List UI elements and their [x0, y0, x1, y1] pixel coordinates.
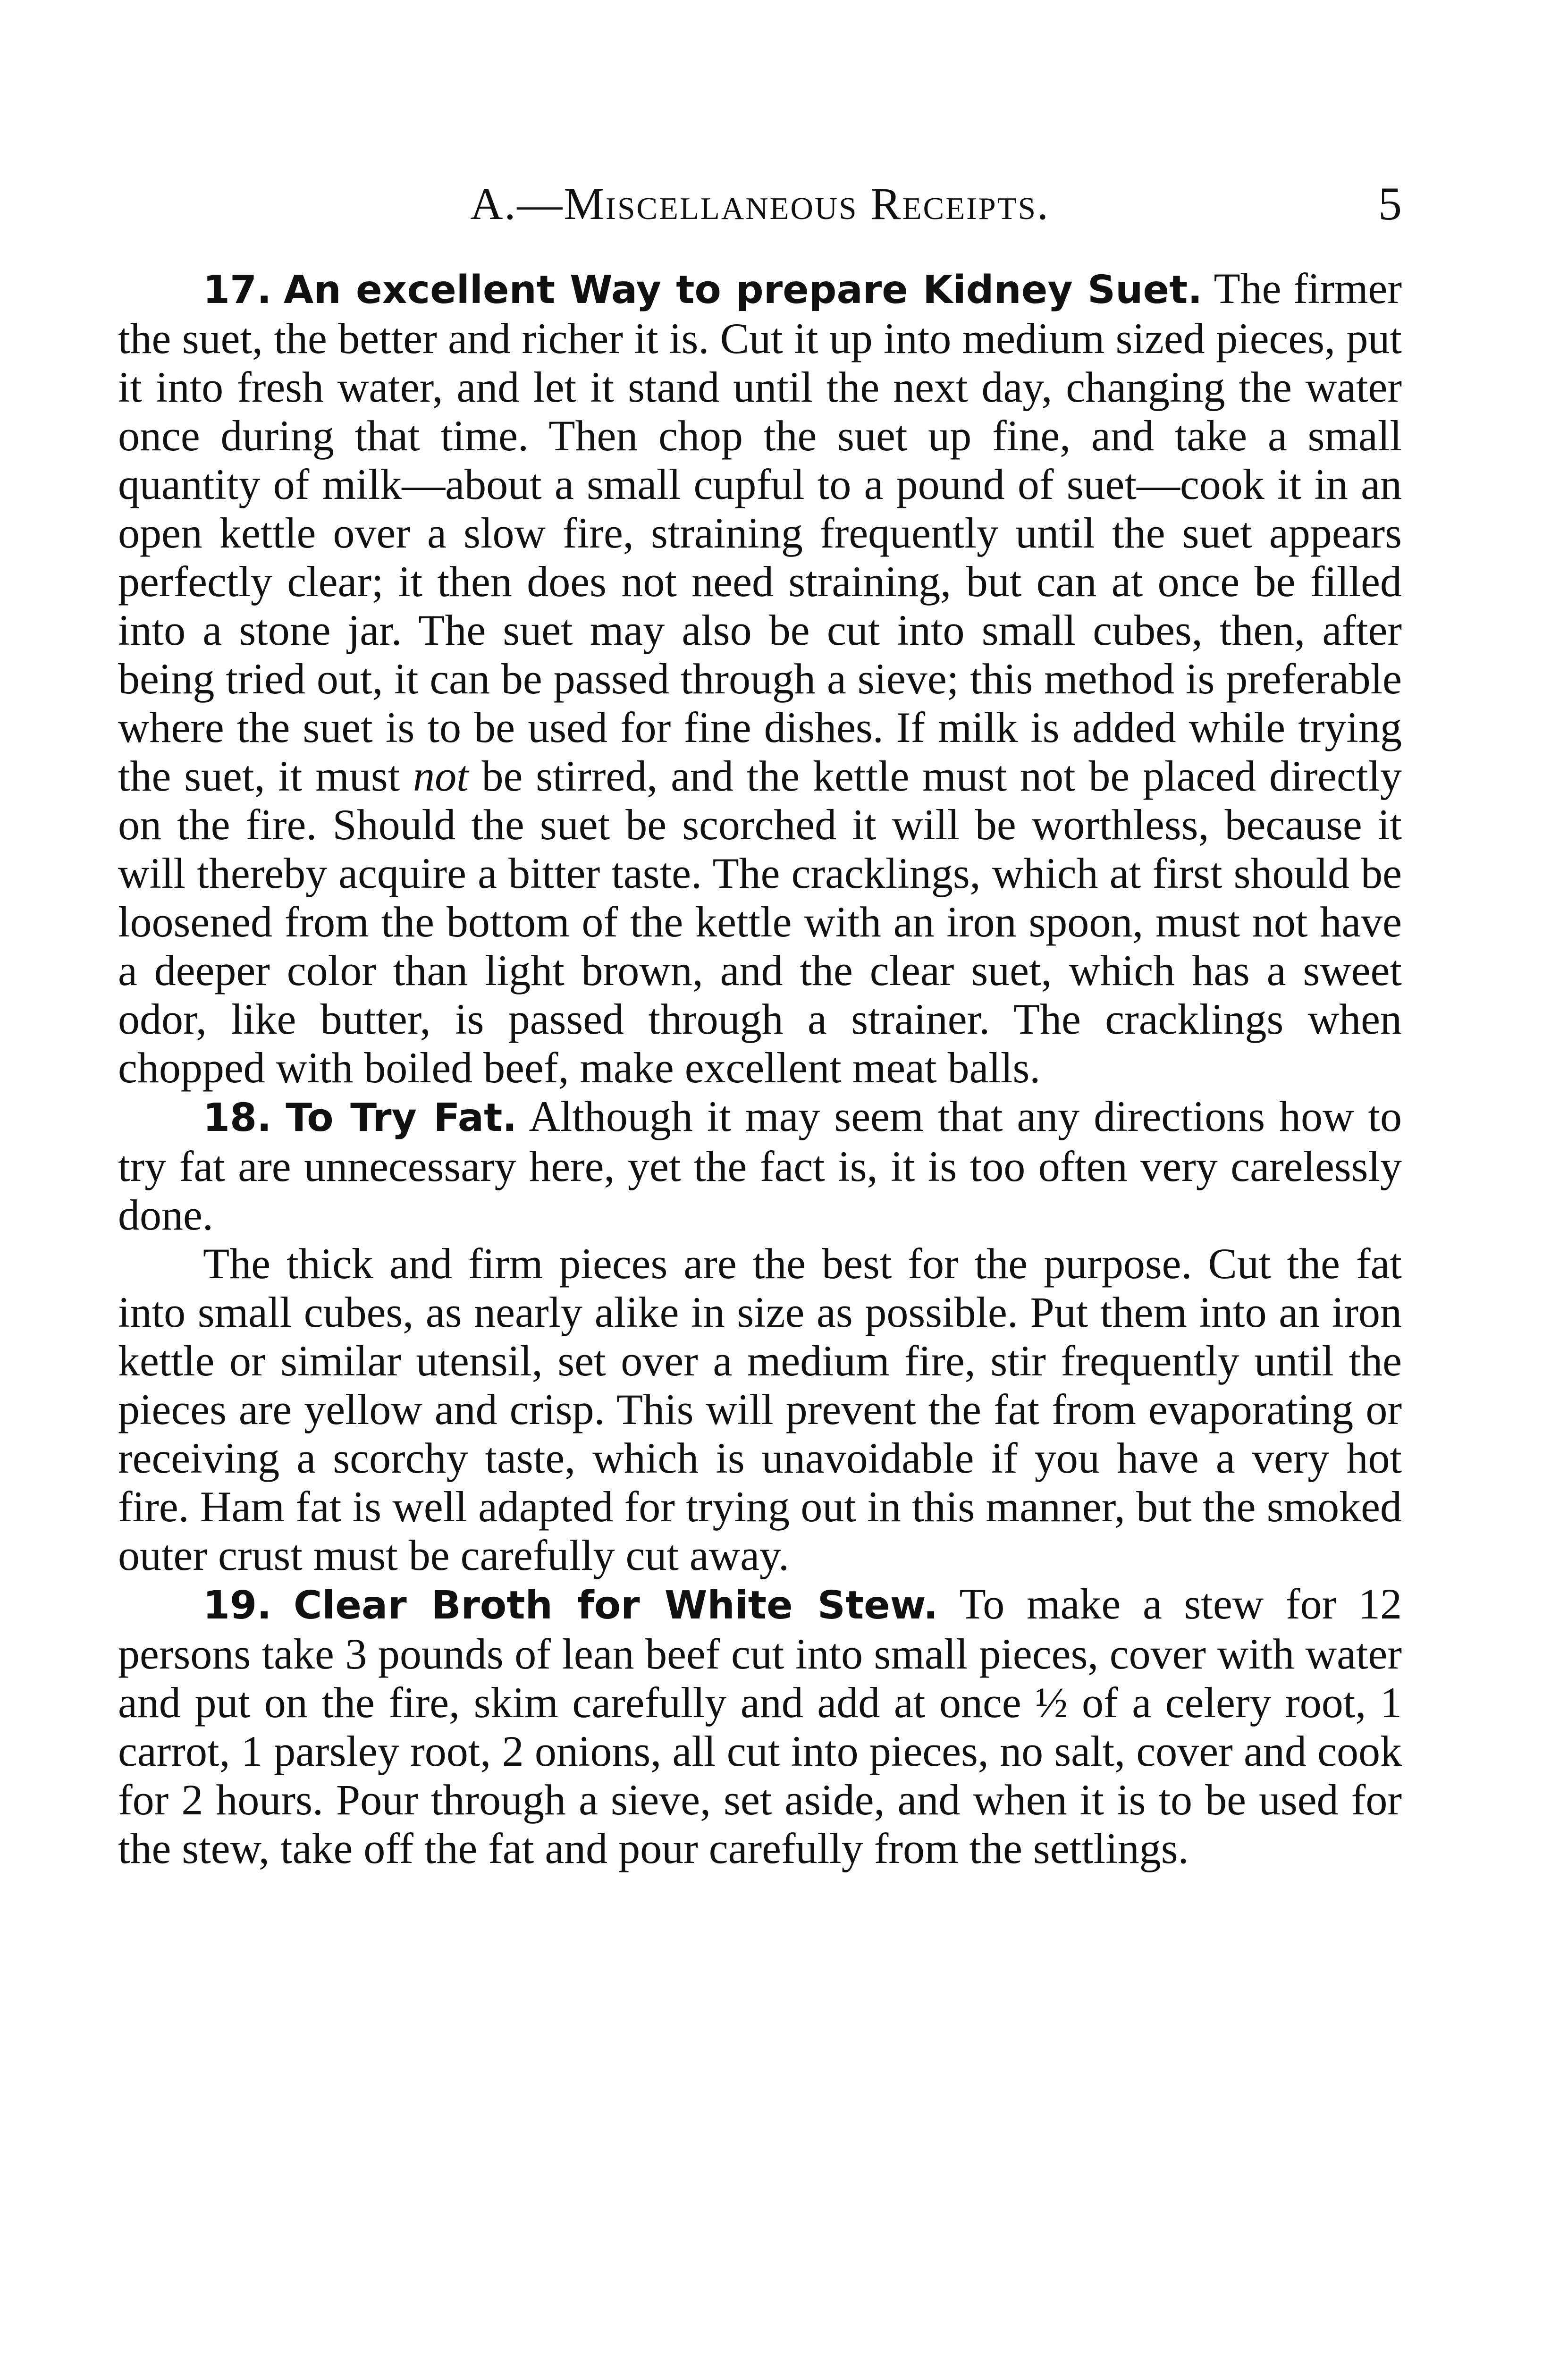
recipe-title: To Try Fat. — [286, 1096, 517, 1140]
recipe-text: The thick and firm pieces are the best for the purpose. Cut the fat into small cubes, as nearly alike in size as possible. Put them into an iron kettle or similar utensil, set over a medium fire, stir frequently until the pieces are yellow and crisp. This will prevent the fat from evaporating or receiving a scorchy taste, which is unavoidable if you have a very hot fire. Ham fat is well adapted for trying out in this manner, but the smoked outer crust must be carefully cut away. — [118, 1239, 1402, 1579]
recipe-title: Clear Broth for White Stew. — [294, 1583, 938, 1628]
page-body — [118, 264, 1402, 1873]
recipe-number: 18. — [203, 1096, 272, 1140]
recipe-18-paragraph-2 — [118, 1239, 1402, 1580]
recipe-text: be stirred, and the kettle must not be placed directly on the fire. Should the suet be scorched it will be worthless, because it will thereby acquire a bitter taste. The cracklings, which at first should be loosened from the bottom of the kettle with an iron spoon, must not have a deeper color than light brown, and the clear suet, which has a sweet odor, like butter, is passed through a strainer. The cracklings when chopped with boiled beef, make excellent meat balls. — [118, 752, 1402, 1092]
recipe-text: To make a stew for 12 persons take 3 pounds of lean beef cut into small pieces, cover with water and put on the fire, skim carefully and add at once ½ of a celery root, 1 carrot, 1 parsley root, 2 onions, all cut into pieces, no salt, cover and cook for 2 hours. Pour through a sieve, set aside, and when it is to be used for the stew, take off the fat and pour carefully from the settlings. — [118, 1580, 1402, 1872]
recipe-19 — [118, 1580, 1402, 1873]
page-number: 5 — [1378, 177, 1402, 230]
recipe-number: 19. — [203, 1583, 272, 1628]
recipe-text: The firmer the suet, the better and richer it is. Cut it up into medium sized pieces, put it into fresh water, and let it stand until the next day, changing the water once during that time. Then chop the suet up fine, and take a small quantity of milk—about a small cupful to a pound of suet—cook it in an open kettle over a slow fire, straining frequently until the suet appears perfectly clear; it then does not need straining, but can at once be filled into a stone jar. The suet may also be cut into small cubes, then, after being tried out, it can be passed through a sieve; this method is preferable where the suet is to be used for fine dishes. If milk is added while trying the suet, it must — [118, 264, 1402, 800]
recipe-number: 17. — [203, 268, 272, 312]
recipe-title: An excellent Way to prepare Kidney Suet. — [283, 268, 1203, 312]
emphasis-text: not — [413, 752, 469, 800]
running-title: A.—Miscellaneous Receipts. — [470, 178, 1050, 229]
recipe-text: Although it may seem that any directions how to try fat are unnecessary here, yet the fact is, it is too often very carelessly done. — [118, 1092, 1402, 1239]
running-header — [118, 176, 1402, 232]
recipe-18 — [118, 1092, 1402, 1239]
recipe-17 — [118, 264, 1402, 1092]
